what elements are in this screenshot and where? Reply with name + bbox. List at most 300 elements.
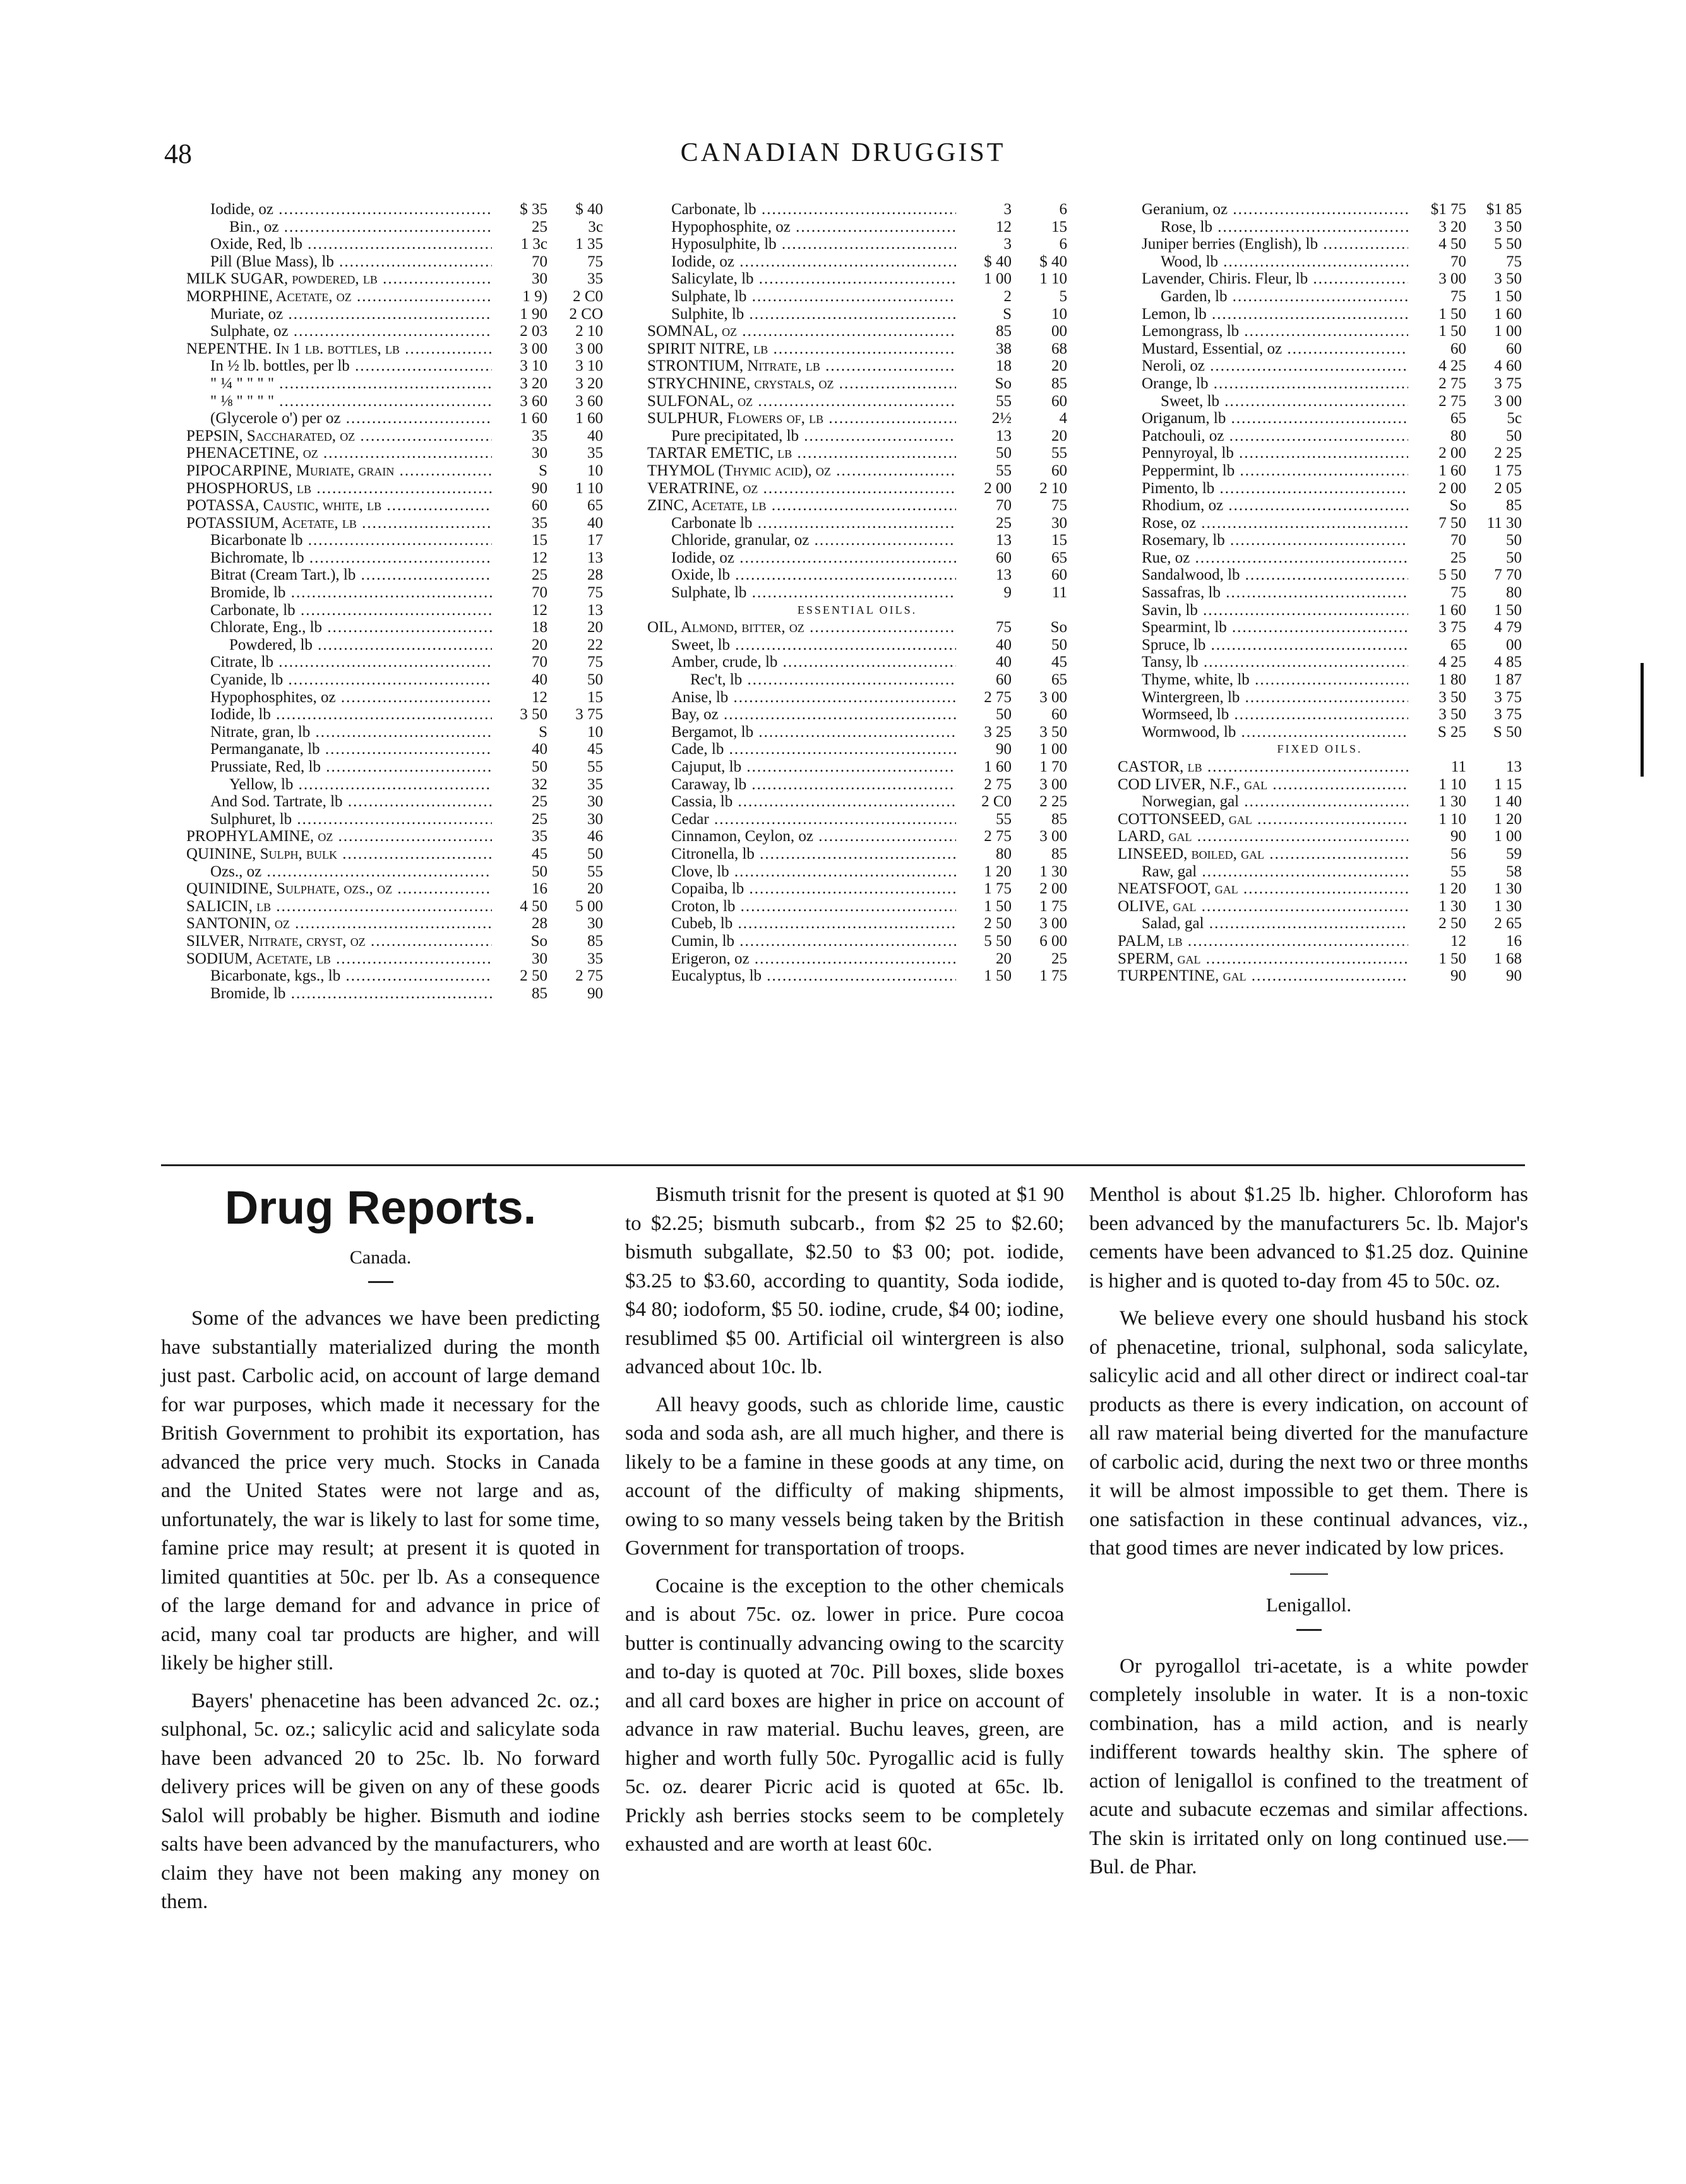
price-high: 4 85 — [1494, 653, 1522, 671]
drug-reports-column-2 — [625, 1181, 1064, 1868]
price-high: 30 — [1051, 514, 1067, 532]
price-row — [647, 462, 1067, 480]
price-low: 1 30 — [1438, 793, 1466, 811]
item-name: Thyme, white, lb ..... — [1118, 671, 1408, 689]
price-row — [1118, 236, 1522, 253]
price-low: 25 — [532, 810, 547, 828]
price-high: 85 — [1051, 845, 1067, 862]
price-low: 2 75 — [984, 828, 1012, 845]
price-row — [1118, 776, 1522, 794]
item-name: Eucalyptus, lb ..... — [647, 967, 956, 985]
item-name: Hyposulphite, lb ..... — [647, 236, 956, 253]
price-high: 3 75 — [1494, 706, 1522, 724]
price-high: 20 — [1051, 357, 1067, 375]
price-high: 3 00 — [1039, 828, 1067, 845]
price-high: 3 50 — [1494, 270, 1522, 288]
price-low: 9 — [1003, 584, 1012, 602]
price-row — [186, 793, 603, 811]
price-high: 2 00 — [1039, 880, 1067, 898]
item-name: LARD, gal ..... — [1118, 828, 1408, 845]
price-low: 2 00 — [1438, 479, 1466, 497]
price-row — [186, 340, 603, 358]
item-name: Cinnamon, Ceylon, oz ..... — [647, 828, 956, 845]
price-low: 80 — [1450, 427, 1466, 445]
item-name: Bromide, lb ..... — [186, 985, 492, 1003]
price-low: 2 75 — [1438, 374, 1466, 392]
price-high: 3 00 — [575, 340, 603, 357]
price-row — [647, 950, 1067, 968]
price-low: 75 — [996, 619, 1012, 636]
item-name: Salad, gal ..... — [1118, 915, 1408, 933]
price-row — [186, 845, 603, 863]
price-row — [186, 689, 603, 707]
price-high: 1 30 — [1494, 880, 1522, 898]
price-low: 5 50 — [1438, 566, 1466, 584]
price-row — [647, 653, 1067, 671]
price-low: 4 50 — [520, 897, 547, 915]
price-low: 3 50 — [520, 706, 547, 724]
item-name: THYMOL (Thymic acid), oz ..... — [647, 462, 956, 480]
item-name: CASTOR, lb ..... — [1118, 758, 1408, 776]
price-low: 28 — [532, 915, 547, 933]
price-low: 70 — [532, 584, 547, 602]
price-high: 10 — [1051, 305, 1067, 323]
price-low: 35 — [532, 828, 547, 845]
heading-dash — [368, 1281, 393, 1283]
margin-rule — [1641, 663, 1644, 777]
price-low: 1 75 — [984, 880, 1012, 898]
price-low: 40 — [532, 741, 547, 758]
item-name: Nitrate, gran, lb ..... — [186, 724, 492, 741]
price-row — [1118, 201, 1522, 218]
paragraph: Bayers' phenacetine has been advanced 2c. oz.; sulphonal, 5c. oz.; salicylic acid and salicylate soda have been advanced 20 to 25c. lb. No forward delivery prices will be given on any of these goods Salol will probably be higher. Bismuth and iodine salts have been advanced by the manufacturers, who claim they have not been making any money on them. — [161, 1689, 600, 1913]
price-row — [647, 898, 1067, 916]
item-name: PEPSIN, Saccharated, oz ..... — [186, 427, 492, 445]
price-high: 1 00 — [1494, 828, 1522, 845]
item-name: Prussiate, Red, lb ..... — [186, 758, 492, 776]
price-high: 75 — [1051, 497, 1067, 515]
page-header — [164, 138, 1522, 179]
price-row — [1118, 758, 1522, 776]
item-name: QUININE, Sulph, bulk ..... — [186, 845, 492, 863]
price-row — [1118, 445, 1522, 462]
price-row — [647, 619, 1067, 636]
item-name: Rec't, lb ..... — [647, 671, 956, 689]
price-low: 3 — [1003, 236, 1012, 253]
price-high: 75 — [587, 253, 603, 270]
price-row — [647, 758, 1067, 776]
price-low: 1 60 — [520, 410, 547, 427]
item-name: TURPENTINE, gal ..... — [1118, 967, 1408, 985]
item-name: Bromide, lb ..... — [186, 584, 492, 602]
price-high: 75 — [587, 584, 603, 602]
price-high: 1 20 — [1494, 810, 1522, 828]
price-row — [647, 845, 1067, 863]
item-name: Sulphuret, lb ..... — [186, 811, 492, 828]
price-high: 5 — [1059, 287, 1067, 305]
price-low: 40 — [996, 636, 1012, 653]
price-row — [1118, 218, 1522, 236]
price-row — [186, 427, 603, 445]
price-high: 50 — [1506, 427, 1522, 445]
price-row — [186, 933, 603, 950]
price-low: 25 — [1450, 549, 1466, 566]
price-high: 2 10 — [1039, 479, 1067, 497]
item-name: Cajuput, lb ..... — [647, 758, 956, 776]
price-row — [647, 706, 1067, 724]
price-high: 65 — [1051, 549, 1067, 566]
price-high: 50 — [1506, 532, 1522, 549]
item-name: Carbonate, lb ..... — [186, 602, 492, 619]
price-low: 56 — [1450, 845, 1466, 862]
price-high: 3 00 — [1494, 392, 1522, 410]
price-low: 30 — [532, 270, 547, 288]
price-row — [186, 863, 603, 881]
price-low: 5 50 — [984, 932, 1012, 950]
price-low: 4 25 — [1438, 357, 1466, 375]
price-high: 3 75 — [1494, 688, 1522, 706]
item-name: Sulphate, lb ..... — [647, 584, 956, 602]
price-low: 3 20 — [1438, 218, 1466, 236]
price-high: 30 — [587, 793, 603, 811]
price-low: 70 — [996, 497, 1012, 515]
price-high: 3 75 — [1494, 374, 1522, 392]
item-name: SPIRIT NITRE, lb ..... — [647, 340, 956, 358]
item-name: In ½ lb. bottles, per lb ..... — [186, 357, 492, 375]
item-name: MILK SUGAR, powdered, lb ..... — [186, 270, 492, 288]
item-name: COD LIVER, N.F., gal ..... — [1118, 776, 1408, 794]
price-high: 60 — [1506, 340, 1522, 357]
price-row — [1118, 306, 1522, 323]
price-low: 2 50 — [520, 967, 547, 985]
price-high: 68 — [1051, 340, 1067, 357]
price-row — [1118, 828, 1522, 845]
price-row — [1118, 619, 1522, 636]
price-row — [186, 602, 603, 619]
price-row — [647, 427, 1067, 445]
price-row — [647, 515, 1067, 532]
item-name: PHENACETINE, oz ..... — [186, 445, 492, 462]
price-low: 2 75 — [984, 775, 1012, 793]
price-high: 2 25 — [1494, 445, 1522, 462]
price-low: 12 — [532, 601, 547, 619]
price-row — [647, 201, 1067, 218]
price-high: 85 — [1051, 810, 1067, 828]
drug-reports-column-3 — [1089, 1181, 1528, 1891]
price-row — [186, 880, 603, 898]
price-low: 70 — [532, 653, 547, 671]
price-row — [186, 462, 603, 480]
price-row — [647, 323, 1067, 340]
price-low: 1 60 — [1438, 462, 1466, 479]
price-low: 1 3c — [520, 236, 547, 253]
price-high: 3 00 — [1039, 775, 1067, 793]
price-row — [1118, 880, 1522, 898]
price-low: 90 — [1450, 828, 1466, 845]
page-number: 48 — [164, 138, 192, 169]
item-name: PIPOCARPINE, Muriate, grain ..... — [186, 462, 492, 480]
price-low: 1 10 — [1438, 775, 1466, 793]
item-name: Bin., oz ..... — [186, 218, 492, 236]
price-row — [1118, 427, 1522, 445]
canada-subheading: Canada. — [349, 1247, 412, 1268]
item-name: Sulphate, oz ..... — [186, 323, 492, 340]
item-name: Hypophosphites, oz ..... — [186, 689, 492, 707]
price-row — [1118, 566, 1522, 584]
item-name: Sulphite, lb ..... — [647, 306, 956, 323]
price-high: 11 30 — [1486, 514, 1522, 532]
price-row — [186, 323, 603, 340]
price-high: 10 — [587, 723, 603, 741]
price-row — [647, 253, 1067, 271]
price-low: 40 — [996, 653, 1012, 671]
price-high: 75 — [1506, 253, 1522, 270]
price-high: 35 — [587, 445, 603, 462]
price-low: 1 50 — [1438, 323, 1466, 340]
item-name: Chlorate, Eng., lb ..... — [186, 619, 492, 636]
item-name: SILVER, Nitrate, cryst, oz ..... — [186, 933, 492, 950]
price-high: 1 30 — [1039, 862, 1067, 880]
price-high: 30 — [587, 915, 603, 933]
price-low: 1 9) — [522, 287, 547, 305]
price-low: 1 50 — [1438, 950, 1466, 967]
price-row — [1118, 375, 1522, 393]
price-row — [647, 340, 1067, 358]
price-row — [647, 218, 1067, 236]
item-name: SANTONIN, oz ..... — [186, 915, 492, 933]
price-low: 30 — [532, 445, 547, 462]
price-low: So — [530, 932, 547, 950]
price-high: 90 — [587, 984, 603, 1002]
paragraph: Cocaine is the exception to the other chemicals and is about 75c. oz. lower in price. Pure cocoa butter is continually advancing owing to the scarcity and to-day is quoted at 70c. Pill boxes, slide boxes and all card boxes are higher in price on account of advance in raw material. Buchu leaves, green, are higher and worth fully 50c. Pyrogallic acid is fully 5c. oz. dearer Picric acid is quoted at 65c. lb. Prickly ash berries stocks seem to be completely exhausted and are worth at least 60c. — [625, 1574, 1064, 1856]
price-row — [186, 724, 603, 741]
price-low: 1 20 — [984, 862, 1012, 880]
item-name: Sweet, lb ..... — [647, 636, 956, 654]
price-low: S 25 — [1437, 723, 1466, 741]
item-name: Sweet, lb ..... — [1118, 393, 1408, 410]
price-row — [647, 636, 1067, 654]
price-low: 3 60 — [520, 392, 547, 410]
price-high: $ 40 — [1039, 253, 1067, 270]
price-high: 2 75 — [575, 967, 603, 985]
price-row — [186, 619, 603, 636]
price-row — [647, 967, 1067, 985]
price-row — [1118, 410, 1522, 427]
item-name: Savin, lb ..... — [1118, 602, 1408, 619]
price-low: 3 10 — [520, 357, 547, 375]
price-high: 6 — [1059, 236, 1067, 253]
item-name: Sulphate, lb ..... — [647, 288, 956, 306]
item-name: Neroli, oz ..... — [1118, 357, 1408, 375]
item-name: Bitrat (Cream Tart.), lb ..... — [186, 566, 492, 584]
price-high: 3 75 — [575, 706, 603, 724]
price-high: 1 15 — [1494, 775, 1522, 793]
item-name: Lemon, lb ..... — [1118, 306, 1408, 323]
item-name: Rose, oz ..... — [1118, 515, 1408, 532]
price-row — [1118, 340, 1522, 358]
price-low: 35 — [532, 427, 547, 445]
item-name: STRONTIUM, Nitrate, lb ..... — [647, 357, 956, 375]
price-row — [647, 689, 1067, 707]
item-name: Garden, lb ..... — [1118, 288, 1408, 306]
price-low: 11 — [1450, 758, 1466, 775]
item-name: Citronella, lb ..... — [647, 845, 956, 863]
price-low: 1 60 — [984, 758, 1012, 775]
price-high: 1 70 — [1039, 758, 1067, 775]
price-row — [1118, 253, 1522, 271]
price-low: $ 40 — [984, 253, 1012, 270]
price-low: 85 — [996, 323, 1012, 340]
price-low: 3 75 — [1438, 619, 1466, 636]
price-high: 1 00 — [1494, 323, 1522, 340]
price-low: 12 — [996, 218, 1012, 236]
price-row — [186, 967, 603, 985]
section-title: FIXED OILS. — [1277, 743, 1363, 756]
price-list-column-1 — [186, 201, 603, 1002]
price-row — [647, 741, 1067, 758]
price-low: 18 — [532, 619, 547, 636]
item-name: SULFONAL, oz ..... — [647, 393, 956, 410]
price-low: 25 — [996, 514, 1012, 532]
item-name: Geranium, oz ..... — [1118, 201, 1408, 218]
price-row — [186, 741, 603, 758]
item-name: Pennyroyal, lb ..... — [1118, 445, 1408, 462]
price-row — [186, 410, 603, 427]
price-row — [647, 497, 1067, 515]
section-separator — [1290, 1573, 1328, 1575]
price-high: 6 00 — [1039, 932, 1067, 950]
price-high: 13 — [587, 549, 603, 566]
paragraph: Or pyrogallol tri-acetate, is a white powder completely insoluble in water. It is a non-toxic combination, has a mild action, and is nearly indifferent towards healthy skin. The sphere of action of lenigallol is confined to the treatment of acute and subacute eczemas and similar affections. The skin is irritated only on long continued use.—Bul. de Phar. — [1089, 1654, 1528, 1878]
price-low: 4 25 — [1438, 653, 1466, 671]
price-high: 2 65 — [1494, 915, 1522, 933]
price-row — [647, 306, 1067, 323]
price-high: 16 — [1506, 932, 1522, 950]
price-row — [647, 584, 1067, 602]
price-row — [1118, 811, 1522, 828]
item-name: STRYCHNINE, crystals, oz ..... — [647, 375, 956, 393]
price-high: 17 — [587, 532, 603, 549]
price-low: 2½ — [991, 410, 1012, 427]
item-name: Copaiba, lb ..... — [647, 880, 956, 898]
price-high: 30 — [587, 810, 603, 828]
price-row — [1118, 689, 1522, 707]
price-high: 50 — [587, 845, 603, 862]
price-low: $1 75 — [1430, 201, 1466, 218]
price-high: 1 50 — [1494, 601, 1522, 619]
price-high: 45 — [587, 741, 603, 758]
price-low: 25 — [532, 793, 547, 811]
price-low: 15 — [532, 532, 547, 549]
price-row — [647, 270, 1067, 288]
price-high: 4 — [1059, 410, 1067, 427]
price-row — [1118, 967, 1522, 985]
item-name: Sassafras, lb ..... — [1118, 584, 1408, 602]
paragraph: We believe every one should husband his stock of phenacetine, trional, sulphonal, soda salicylate, salicylic acid and all other direct or indirect coal-tar products as there is every indication, on account of all raw material being diverted for the manufacture of carbolic acid, during the next two or three months it will be almost impossible to get them. There is one satisfaction in these continual advances, viz., that good times are never indicated by low prices. — [1089, 1307, 1528, 1560]
price-row — [186, 532, 603, 549]
price-high: 55 — [587, 758, 603, 775]
price-high: 15 — [1051, 532, 1067, 549]
price-row — [647, 357, 1067, 375]
price-high: 80 — [1506, 584, 1522, 602]
price-high: 40 — [587, 427, 603, 445]
price-low: 50 — [532, 862, 547, 880]
price-high: 13 — [587, 601, 603, 619]
item-name: Spruce, lb ..... — [1118, 636, 1408, 654]
item-name: Croton, lb ..... — [647, 898, 956, 916]
price-low: 75 — [1450, 584, 1466, 602]
price-high: 58 — [1506, 862, 1522, 880]
price-low: 60 — [996, 671, 1012, 689]
item-name: Cumin, lb ..... — [647, 933, 956, 950]
price-row — [186, 811, 603, 828]
price-row — [1118, 933, 1522, 950]
price-row — [647, 288, 1067, 306]
price-high: 90 — [1506, 967, 1522, 985]
item-name: Wintergreen, lb ..... — [1118, 689, 1408, 707]
item-name: Powdered, lb ..... — [186, 636, 492, 654]
price-high: 20 — [587, 880, 603, 898]
price-row — [647, 811, 1067, 828]
item-name: Wood, lb ..... — [1118, 253, 1408, 271]
price-high: 5 50 — [1494, 236, 1522, 253]
price-high: 35 — [587, 950, 603, 967]
price-row — [1118, 515, 1522, 532]
price-list-column-3 — [1118, 201, 1522, 985]
item-name: SALICIN, lb ..... — [186, 898, 492, 916]
price-low: 12 — [1450, 932, 1466, 950]
item-name: SOMNAL, oz ..... — [647, 323, 956, 340]
price-high: 35 — [587, 270, 603, 288]
price-low: 3 50 — [1438, 688, 1466, 706]
item-name: TARTAR EMETIC, lb ..... — [647, 445, 956, 462]
price-row — [647, 410, 1067, 427]
price-row — [186, 566, 603, 584]
item-name: Permanganate, lb ..... — [186, 741, 492, 758]
price-row — [186, 306, 603, 323]
price-low: 38 — [996, 340, 1012, 357]
price-row — [1118, 653, 1522, 671]
price-row — [647, 724, 1067, 741]
item-name: Lavender, Chiris. Fleur, lb ..... — [1118, 270, 1408, 288]
price-low: 20 — [996, 950, 1012, 967]
price-high: 60 — [1051, 566, 1067, 584]
price-high: 15 — [1051, 218, 1067, 236]
price-low: 1 10 — [1438, 810, 1466, 828]
price-high: 85 — [1506, 497, 1522, 515]
item-name: Erigeron, oz ..... — [647, 950, 956, 968]
item-name: QUINIDINE, Sulphate, ozs., oz ..... — [186, 880, 492, 898]
item-name: " ⅛ " " " " ..... — [186, 393, 492, 410]
price-low: 2 00 — [1438, 445, 1466, 462]
section-divider — [161, 1164, 1525, 1166]
item-name: Anise, lb ..... — [647, 689, 956, 707]
price-high: So — [1050, 619, 1067, 636]
price-high: 2 CO — [569, 305, 603, 323]
item-name: Chloride, granular, oz ..... — [647, 532, 956, 549]
price-low: 65 — [1450, 410, 1466, 427]
price-high: 1 75 — [1039, 897, 1067, 915]
price-low: 12 — [532, 549, 547, 566]
item-name: Wormwood, lb ..... — [1118, 724, 1408, 741]
price-row — [186, 950, 603, 968]
price-low: 70 — [532, 253, 547, 270]
lenigallol-heading: Lenigallol. — [1265, 1593, 1352, 1616]
price-low: 55 — [996, 392, 1012, 410]
price-high: 00 — [1051, 323, 1067, 340]
price-low: 3 20 — [520, 374, 547, 392]
price-row — [647, 880, 1067, 898]
